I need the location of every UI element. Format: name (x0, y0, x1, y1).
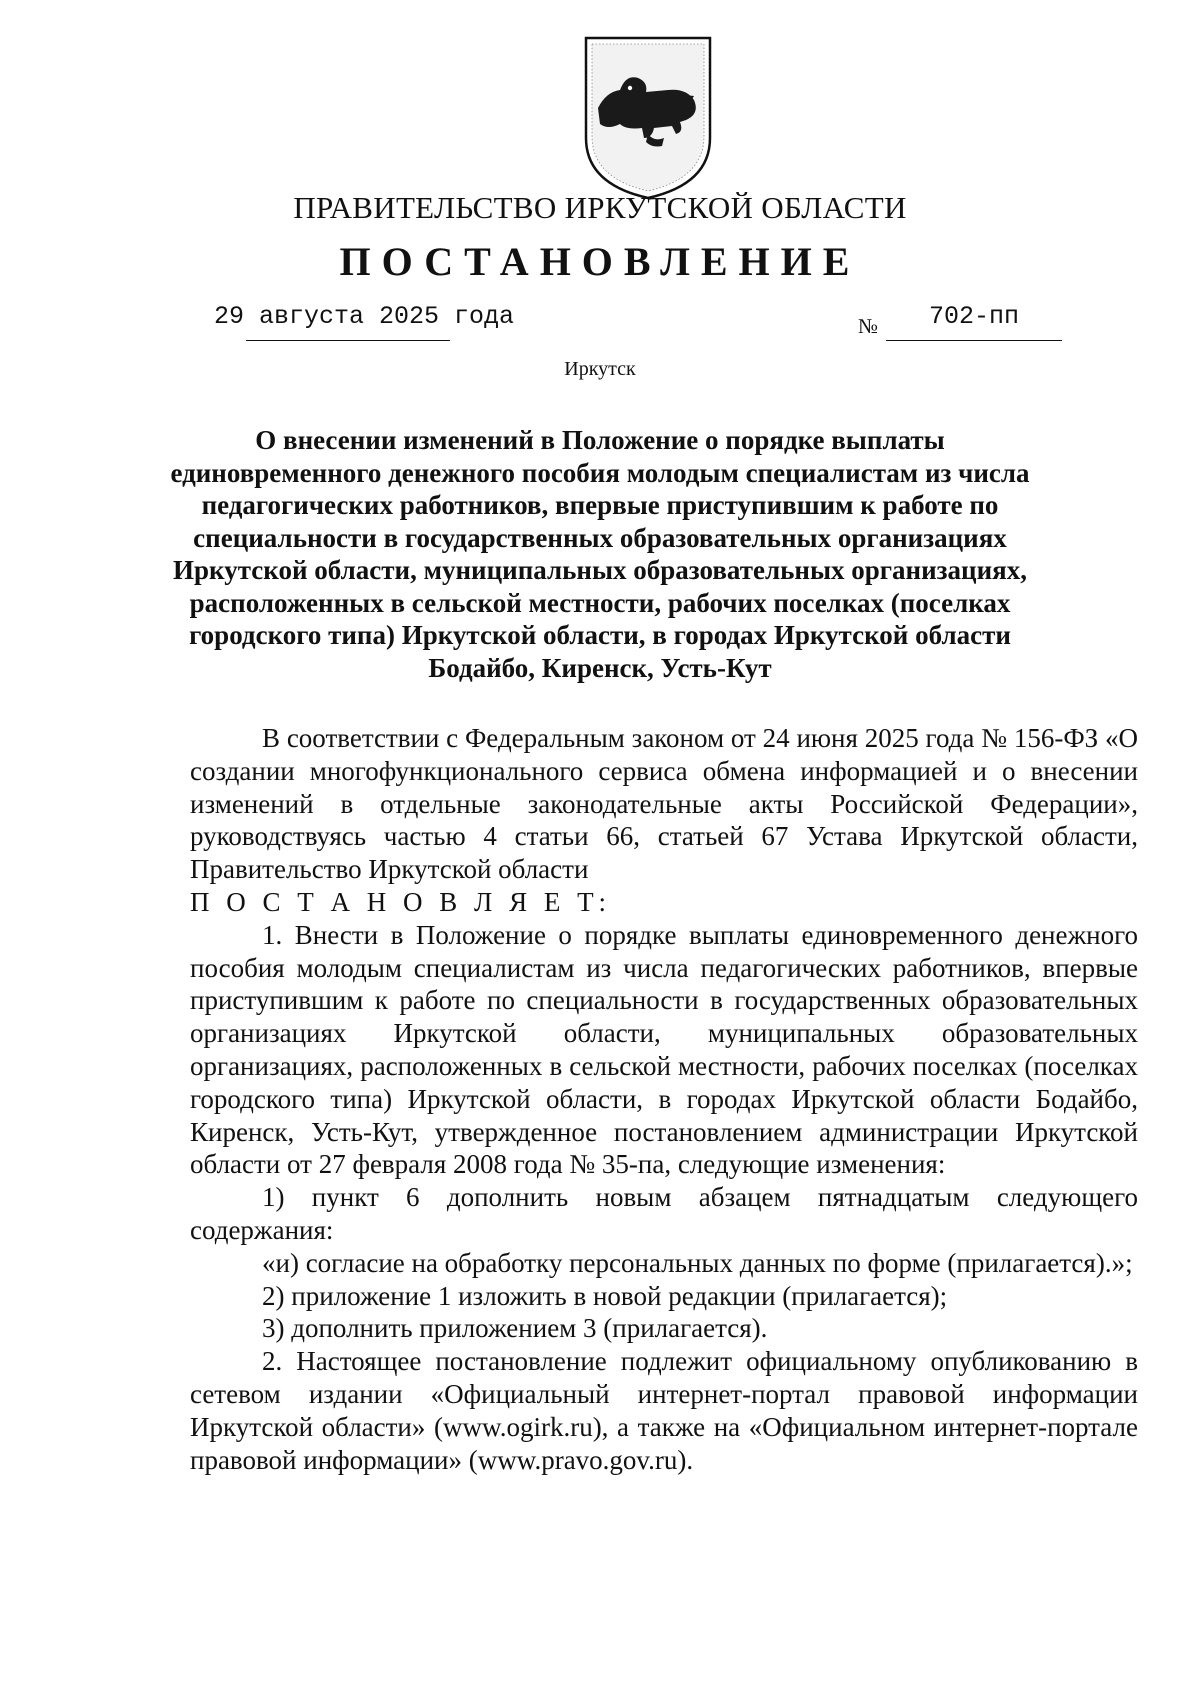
organization-name: ПРАВИТЕЛЬСТВО ИРКУТСКОЙ ОБЛАСТИ (293, 190, 907, 225)
document-date: 29 августа 2025 года (214, 302, 515, 331)
title-line: расположенных в сельской местности, рабочих поселках (поселках (189, 587, 1011, 618)
document-type-heading: ПОСТАНОВЛЕНИЕ (339, 239, 861, 284)
title-line: педагогических работников, впервые приступившим к работе по (201, 490, 999, 520)
item-1-2-paragraph: 2) приложение 1 изложить в новой редакции (прилагается); (262, 1280, 948, 1311)
title-line: Бодайбо, Киренск, Усть-Кут (428, 652, 772, 683)
date-underline (246, 340, 450, 341)
document-city: Иркутск (564, 358, 636, 380)
item-1-paragraph: 1. Внести в Положение о порядке выплаты единовременного денежного пособия молодым специалистам из числа педагогических работников, впервые приступившим к работе по специальности в государственных образовательных организациях Иркутской области, муниципальных образовательных организациях, расположенных в сельской местности, рабочих поселках (поселках городского типа) Иркутской области, в городах Иркутской области Бодайбо, Киренск, Усть-Кут, утвержденное постановлением администрации Иркутской области от 27 февраля 2008 года № 35-па, следующие изменения: (190, 919, 1138, 1180)
item-1-3-paragraph: 3) дополнить приложением 3 (прилагается). (262, 1313, 768, 1344)
title-line: Иркутской области, муниципальных образовательных организациях, (173, 555, 1027, 585)
coat-of-arms-emblem (582, 34, 714, 202)
title-line: специальности в государственных образовательных организациях (193, 522, 1007, 553)
title-line: О внесении изменений в Положение о порядке выплаты (255, 425, 945, 455)
title-line: городского типа) Иркутской области, в городах Иркутской области (189, 620, 1011, 650)
item-1-1-paragraph: 1) пункт 6 дополнить новым абзацем пятнадцатым следующего содержания: (190, 1182, 1138, 1245)
document-title (160, 424, 1040, 684)
number-underline (886, 340, 1062, 341)
number-sign: № (858, 314, 879, 338)
preamble-paragraph: В соответствии с Федеральным законом от 24 июня 2025 года № 156-ФЗ «О создании многофункционального сервиса обмена информацией и о внесении изменений в отдельные законодательные акты Российской Федерации», руководствуясь частью 4 статьи 66, статьей 67 Устава Иркутской области, Правительство Иркутской области (190, 723, 1138, 885)
item-1-1-quote-paragraph: «и) согласие на обработку персональных данных по форме (прилагается).»; (262, 1247, 1133, 1278)
decree-word: П О С Т А Н О В Л Я Е Т: (190, 886, 612, 917)
item-2-paragraph: 2. Настоящее постановление подлежит официальному опубликованию в сетевом издании «Официальный интернет-портал правовой информации Иркутской области» (www.ogirk.ru), а также на «Официальном интернет-портале правовой информации» (www.pravo.gov.ru). (190, 1346, 1138, 1475)
title-line: единовременного денежного пособия молодым специалистам из числа (170, 457, 1030, 488)
document-body (190, 722, 1138, 1476)
document-number: 702-пп (929, 302, 1020, 331)
